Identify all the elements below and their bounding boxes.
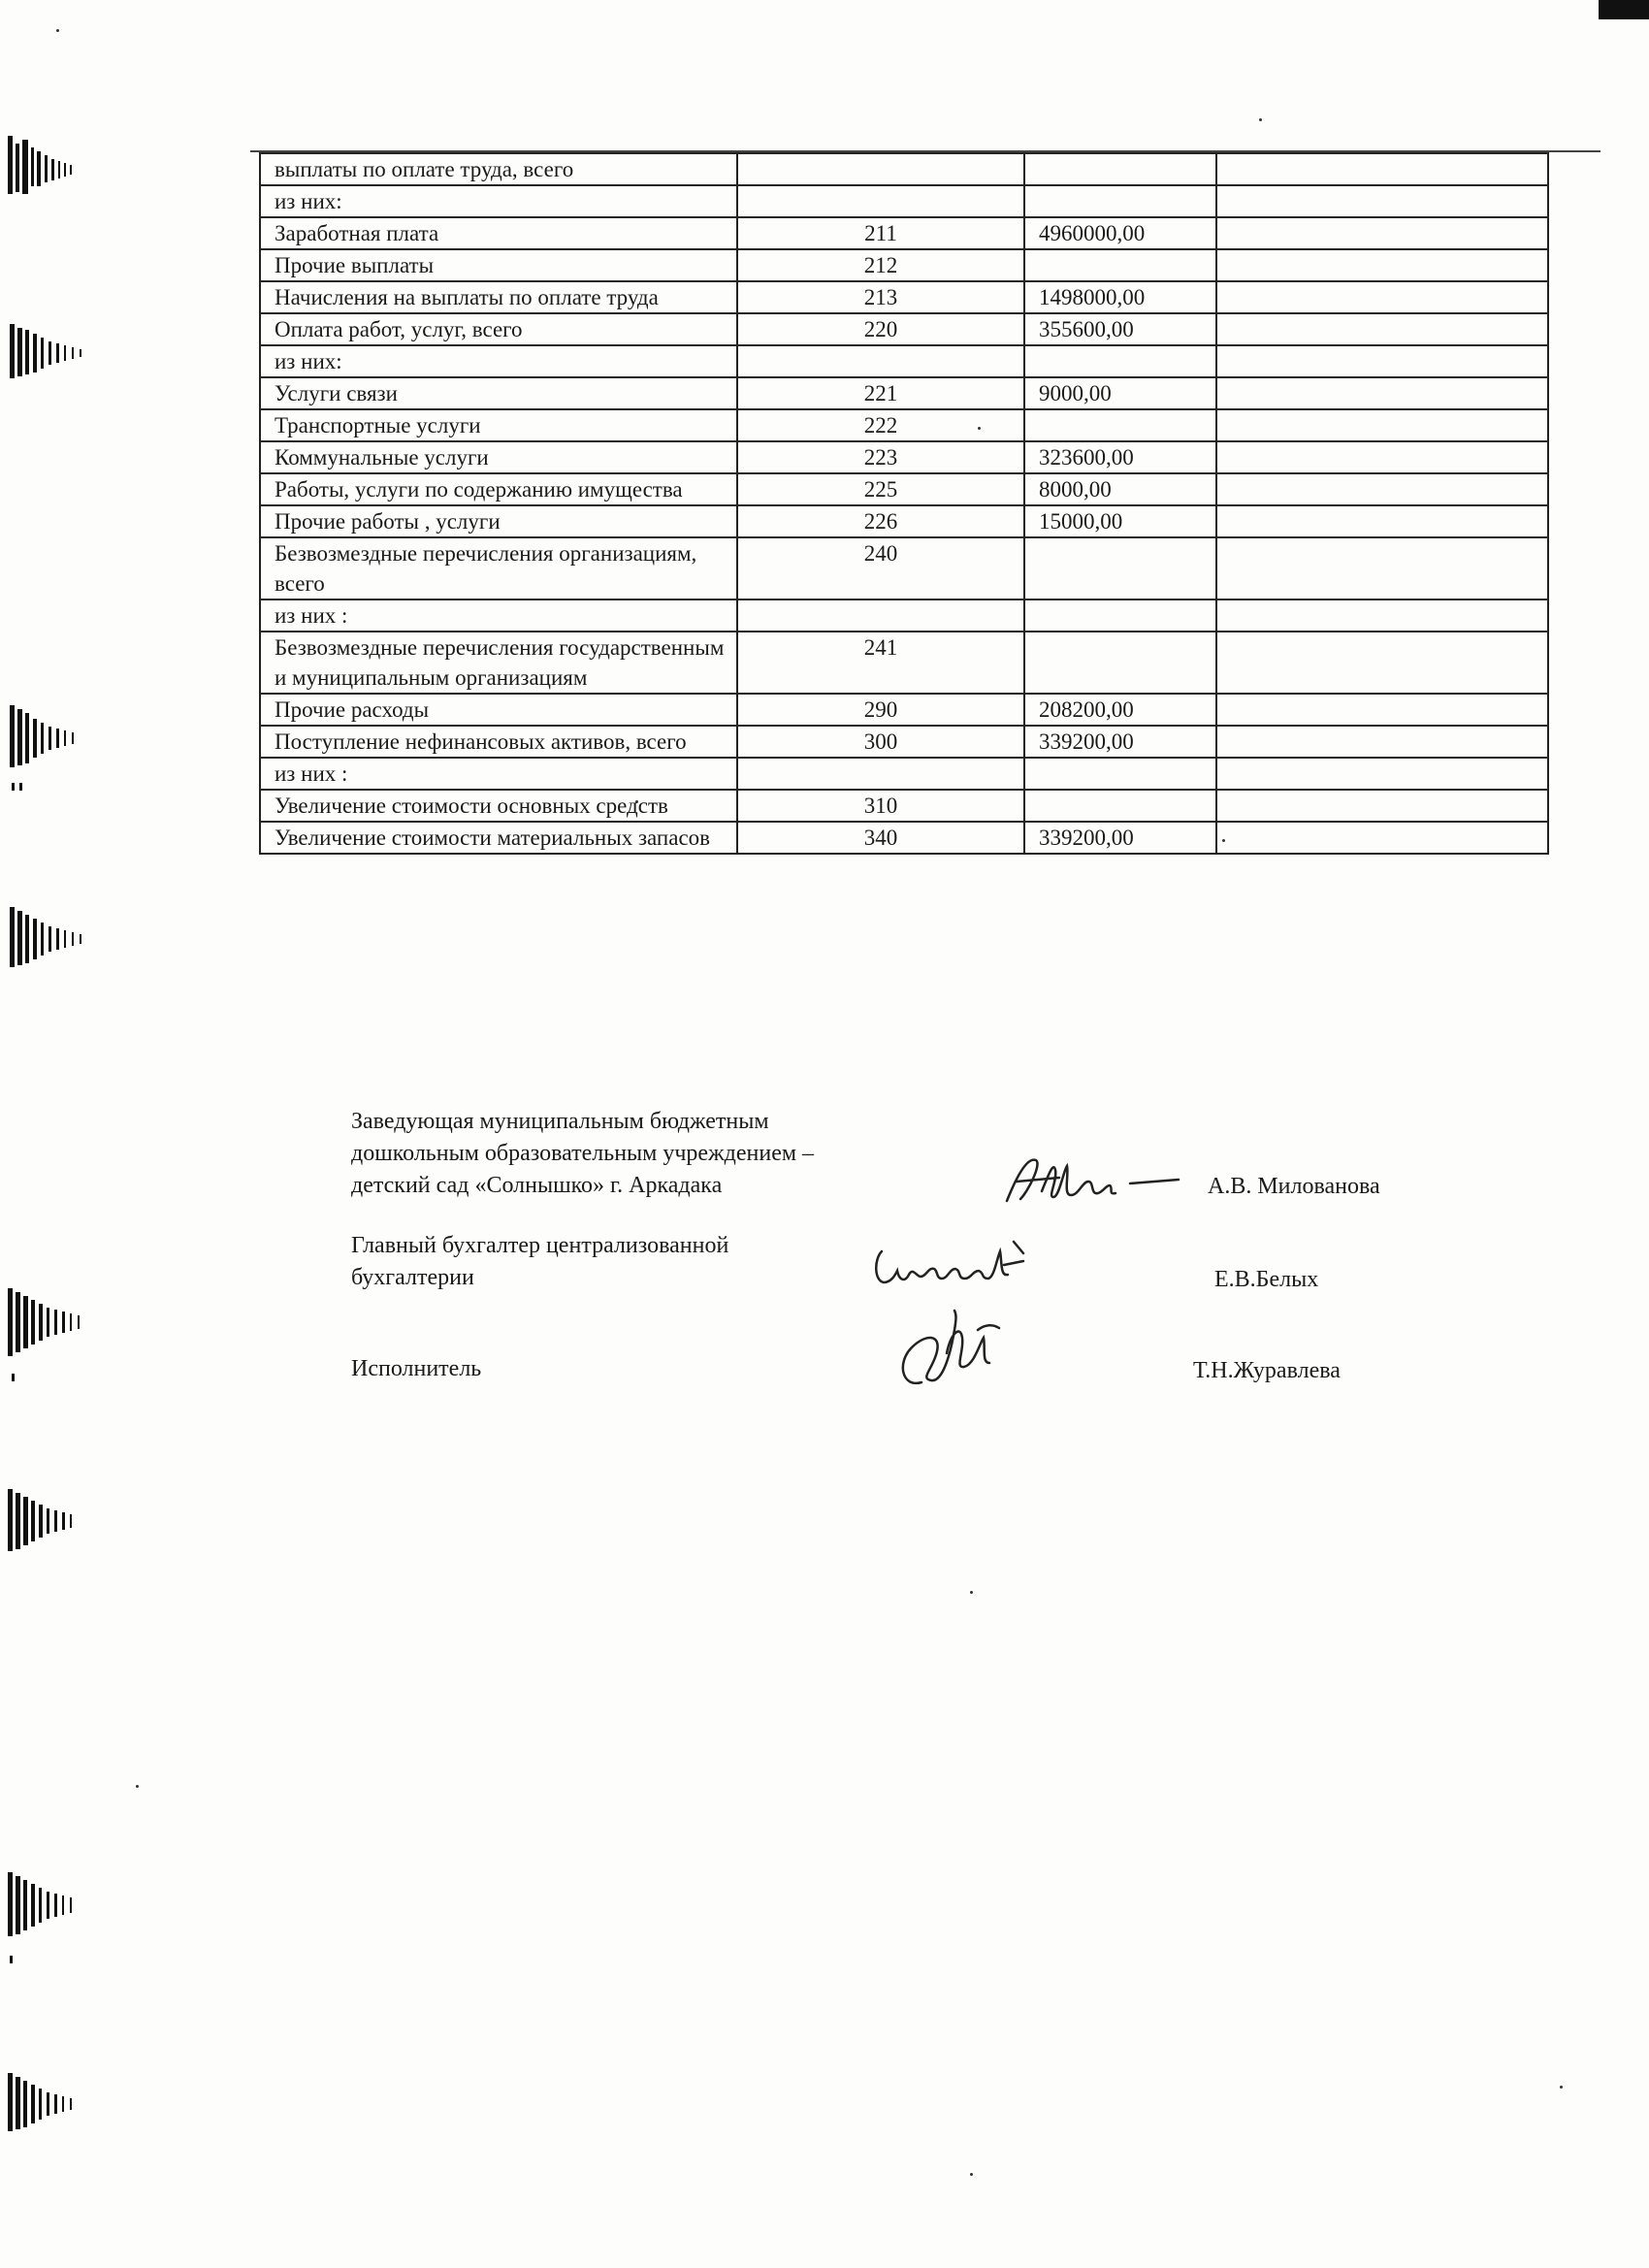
row-amount [1024,153,1216,185]
accountant-position [351,1230,728,1294]
row-extra [1216,599,1548,632]
row-extra [1216,726,1548,758]
row-code: 213 [737,281,1024,313]
row-amount: 355600,00 [1024,313,1216,345]
row-code: 220 [737,313,1024,345]
table-row [260,473,1548,505]
row-name: Заработная плата [260,217,737,249]
row-amount [1024,537,1216,599]
head-name: А.В. Милованова [1208,1174,1380,1199]
budget-table-body [260,153,1548,854]
budget-table [259,152,1549,855]
row-name: Увеличение стоимости основных средств [260,790,737,822]
row-code: 223 [737,441,1024,473]
head-position [351,1106,814,1202]
row-extra [1216,505,1548,537]
row-code [737,153,1024,185]
row-extra [1216,281,1548,313]
table-row [260,313,1548,345]
table-row [260,409,1548,441]
row-code: 300 [737,726,1024,758]
table-row [260,441,1548,473]
row-name: Транспортные услуги [260,409,737,441]
punch-hole-mark [0,694,107,781]
row-extra [1216,153,1548,185]
row-extra [1216,185,1548,217]
row-amount: 1498000,00 [1024,281,1216,313]
head-position-line3: детский сад «Солнышко» г. Аркадака [351,1173,723,1198]
row-name: Прочие работы , услуги [260,505,737,537]
row-extra [1216,217,1548,249]
row-name: из них: [260,345,737,377]
table-row [260,822,1548,854]
row-name: Прочие расходы [260,694,737,726]
accountant-name: Е.В.Белых [1214,1267,1319,1292]
table-row [260,217,1548,249]
row-extra [1216,822,1548,854]
row-code: 310 [737,790,1024,822]
table-row [260,249,1548,281]
row-name: Коммунальные услуги [260,441,737,473]
executor-position [351,1353,481,1385]
row-code: 290 [737,694,1024,726]
row-extra [1216,377,1548,409]
punch-hole-mark [0,1479,107,1567]
row-amount: 323600,00 [1024,441,1216,473]
row-code: 225 [737,473,1024,505]
table-row [260,377,1548,409]
row-code: 222 [737,409,1024,441]
table-row [260,758,1548,790]
row-amount [1024,185,1216,217]
row-extra [1216,409,1548,441]
table-row [260,345,1548,377]
row-name: из них : [260,599,737,632]
row-extra [1216,249,1548,281]
accountant-position-line1: Главный бухгалтер централизованной [351,1233,729,1258]
punch-hole-mark [0,1863,107,1950]
table-row [260,694,1548,726]
executor-signature [892,1295,1038,1402]
row-extra [1216,345,1548,377]
row-name: Безвозмездные перечисления организациям, всего [260,537,737,599]
row-code [737,599,1024,632]
row-code: 241 [737,632,1024,694]
row-extra [1216,694,1548,726]
punch-hole-mark [0,126,107,213]
executor-name: Т.Н.Журавлева [1193,1358,1341,1383]
scan-corner-artifact [1599,0,1649,19]
row-name: Услуги связи [260,377,737,409]
head-position-line1: Заведующая муниципальным бюджетным [351,1109,769,1134]
table-row [260,726,1548,758]
row-name: из них : [260,758,737,790]
row-name: Прочие выплаты [260,249,737,281]
row-amount [1024,345,1216,377]
row-amount: 4960000,00 [1024,217,1216,249]
punch-hole-mark [0,1280,107,1368]
table-row [260,281,1548,313]
row-amount [1024,599,1216,632]
row-code [737,345,1024,377]
accountant-position-line2: бухгалтерии [351,1265,474,1290]
head-signature [999,1152,1193,1211]
row-extra [1216,313,1548,345]
row-code: 240 [737,537,1024,599]
row-amount [1024,409,1216,441]
row-code: 340 [737,822,1024,854]
table-row [260,537,1548,599]
punch-hole-mark [0,310,107,398]
row-amount: 15000,00 [1024,505,1216,537]
table-row [260,185,1548,217]
row-extra [1216,790,1548,822]
row-name: Безвозмездные перечисления государственным и муниципальным организациям [260,632,737,694]
row-amount: 9000,00 [1024,377,1216,409]
row-name: Увеличение стоимости материальных запасов [260,822,737,854]
table-row [260,790,1548,822]
row-extra [1216,473,1548,505]
row-amount: 208200,00 [1024,694,1216,726]
row-extra [1216,441,1548,473]
row-amount: 8000,00 [1024,473,1216,505]
row-name: выплаты по оплате труда, всего [260,153,737,185]
punch-hole-mark [0,897,107,985]
table-row [260,505,1548,537]
row-code [737,758,1024,790]
row-amount: 339200,00 [1024,726,1216,758]
row-name: Начисления на выплаты по оплате труда [260,281,737,313]
table-row [260,153,1548,185]
row-extra [1216,758,1548,790]
row-name: Поступление нефинансовых активов, всего [260,726,737,758]
head-position-line2: дошкольным образовательным учреждением – [351,1141,815,1166]
row-name: из них: [260,185,737,217]
row-amount [1024,249,1216,281]
row-amount [1024,790,1216,822]
table-row [260,599,1548,632]
row-code: 221 [737,377,1024,409]
punch-hole-mark [0,2061,107,2149]
row-name: Работы, услуги по содержанию имущества [260,473,737,505]
row-code [737,185,1024,217]
executor-title: Исполнитель [351,1356,482,1381]
row-amount [1024,632,1216,694]
table-row [260,632,1548,694]
row-extra [1216,537,1548,599]
row-code: 212 [737,249,1024,281]
accountant-signature [868,1232,1091,1300]
row-amount [1024,758,1216,790]
row-extra [1216,632,1548,694]
row-code: 226 [737,505,1024,537]
row-amount: 339200,00 [1024,822,1216,854]
row-name: Оплата работ, услуг, всего [260,313,737,345]
row-code: 211 [737,217,1024,249]
